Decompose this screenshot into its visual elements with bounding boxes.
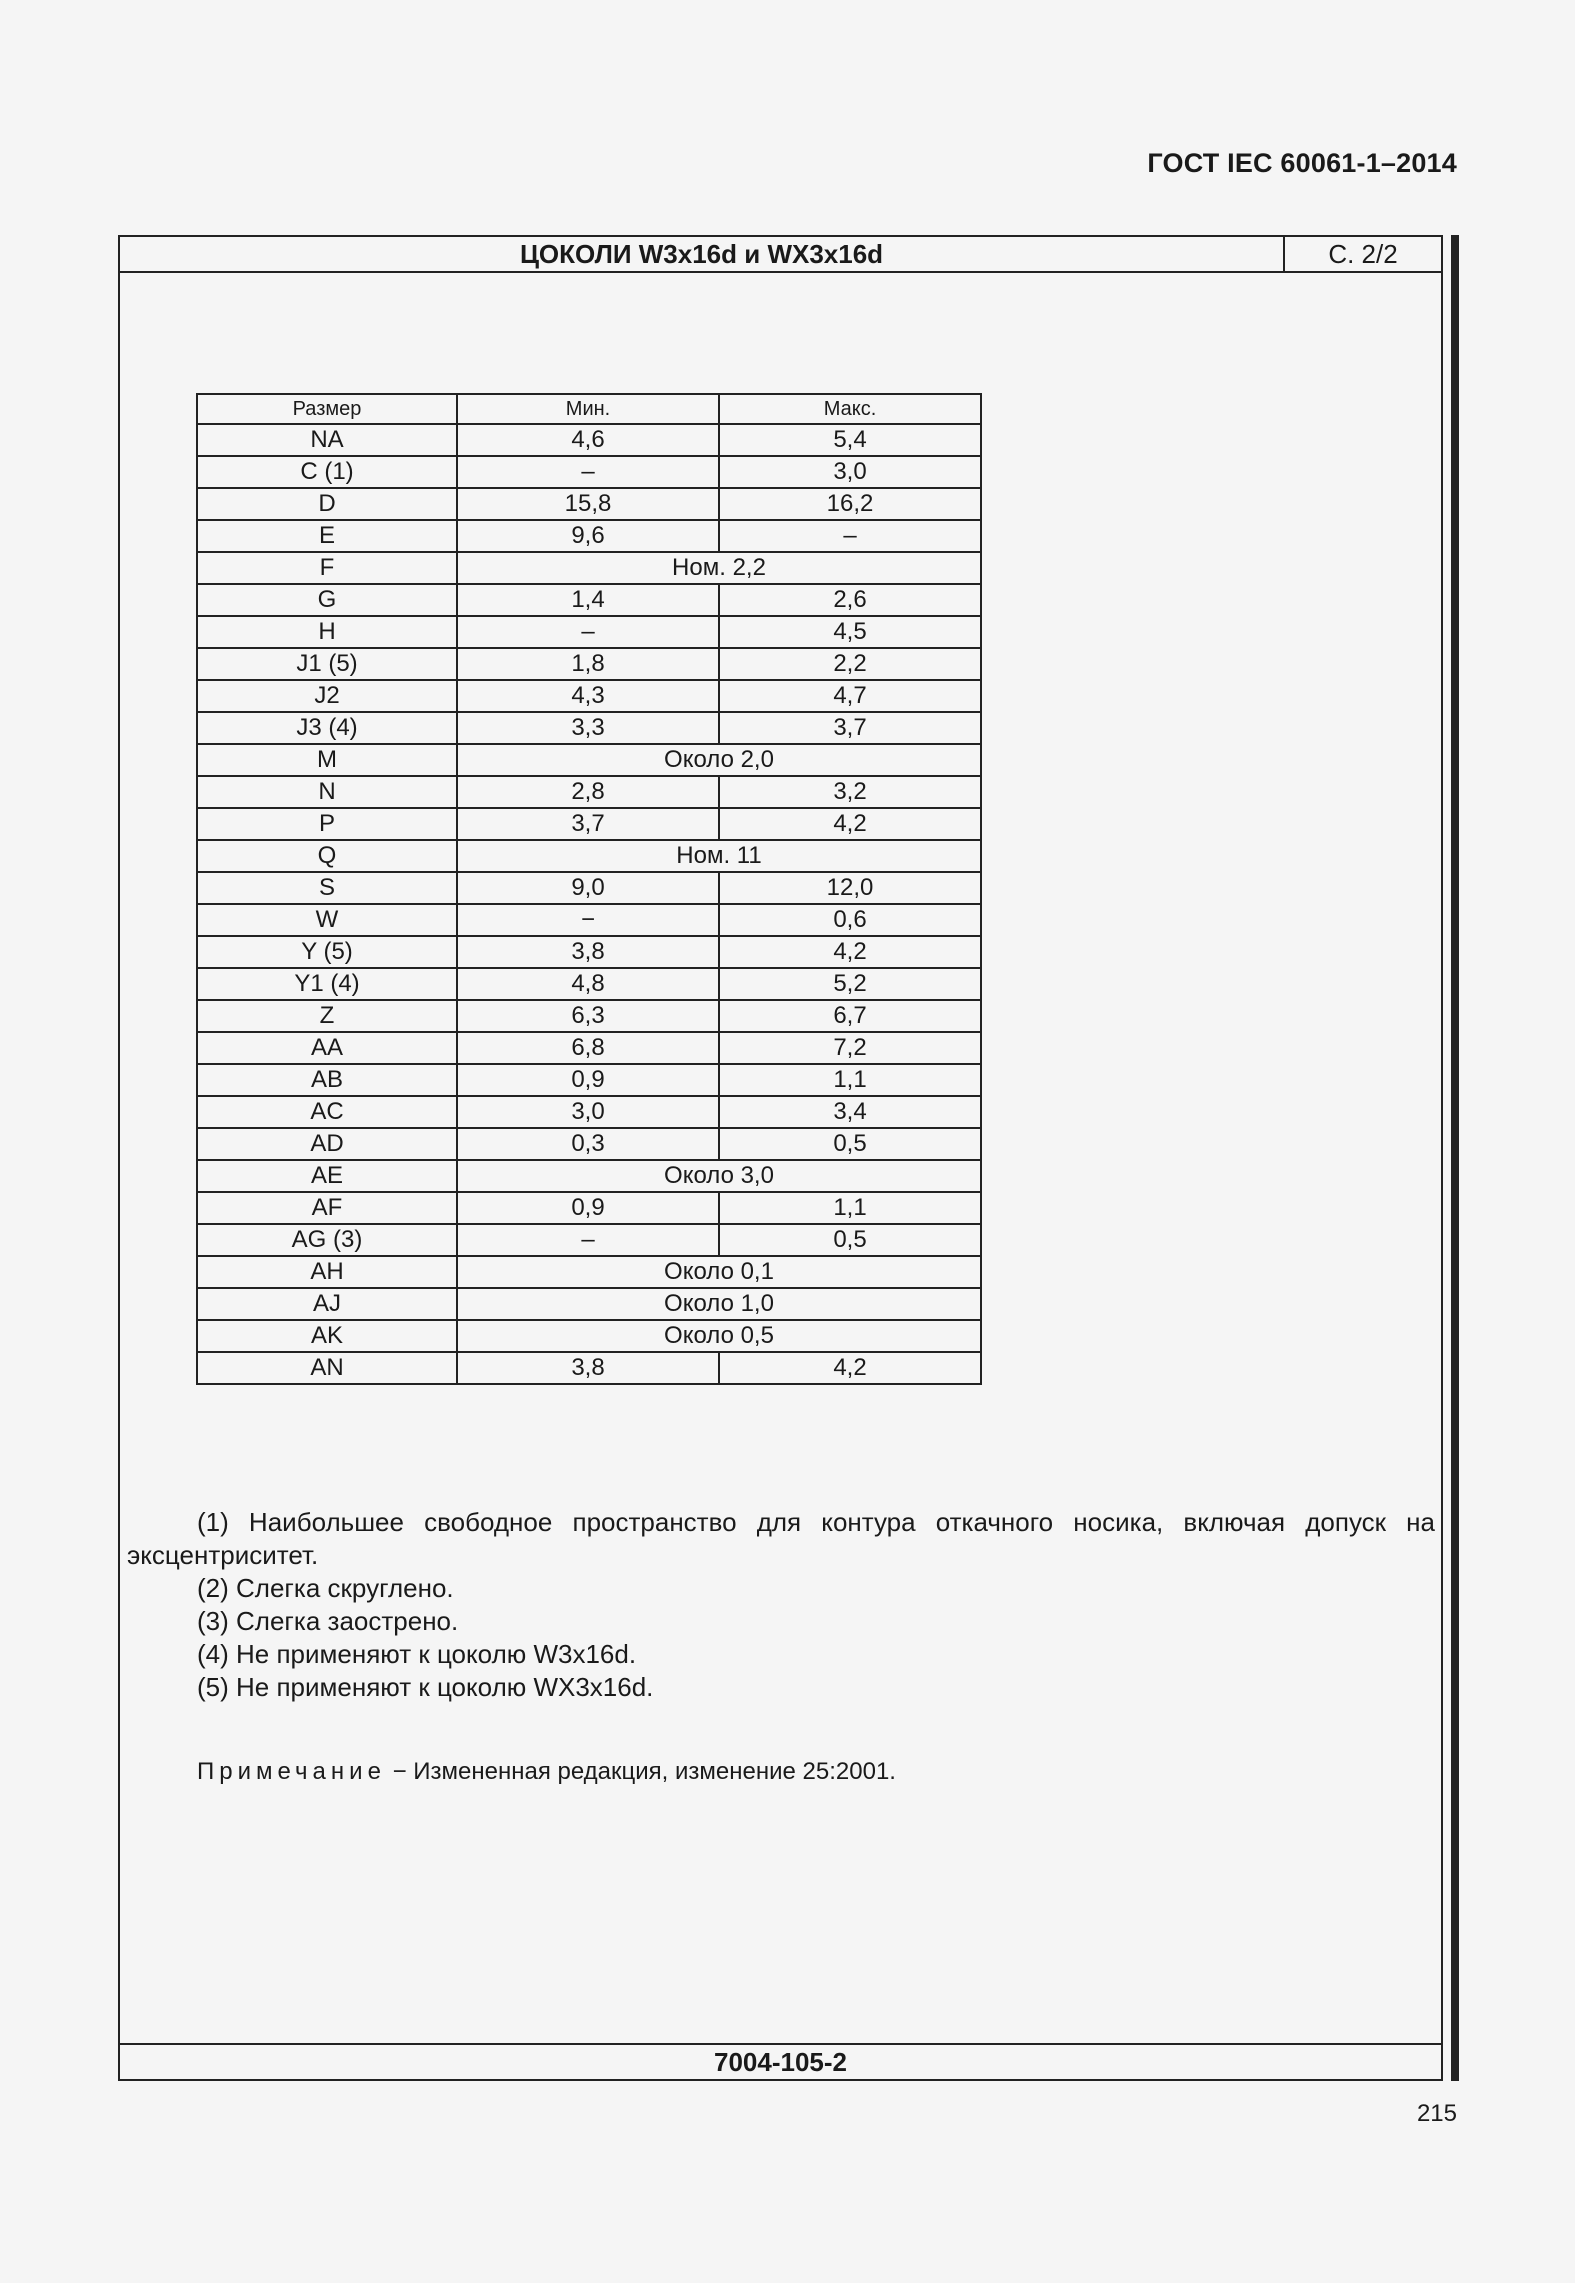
table-row	[197, 744, 981, 776]
max-cell: 0,5	[719, 1128, 981, 1160]
size-cell: P	[197, 808, 457, 840]
footnote-1: (1) Наибольшее свободное пространство для контура откачного носика, включая допуск на эксцентриситет.	[127, 1507, 1435, 1570]
max-cell: 4,2	[719, 936, 981, 968]
table-row	[197, 456, 981, 488]
min-cell: 3,3	[457, 712, 719, 744]
max-cell: 5,2	[719, 968, 981, 1000]
remark	[197, 1758, 896, 1786]
table-row	[197, 776, 981, 808]
max-cell: 1,1	[719, 1064, 981, 1096]
size-cell: AC	[197, 1096, 457, 1128]
merged-value-cell: Около 0,1	[457, 1256, 981, 1288]
size-cell: AN	[197, 1352, 457, 1384]
page-number: 215	[1416, 2100, 1457, 2127]
table-row	[197, 1000, 981, 1032]
remark-text: − Измененная редакция, изменение 25:2001.	[385, 1758, 896, 1785]
min-cell: 3,0	[457, 1096, 719, 1128]
max-cell: 16,2	[719, 488, 981, 520]
dimensions-table	[196, 393, 982, 1385]
size-cell: C (1)	[197, 456, 457, 488]
table-row	[197, 872, 981, 904]
table-row	[197, 488, 981, 520]
merged-value-cell: Ном. 11	[457, 840, 981, 872]
min-cell: –	[457, 616, 719, 648]
max-cell: 3,7	[719, 712, 981, 744]
max-cell: 1,1	[719, 1192, 981, 1224]
max-cell: –	[719, 520, 981, 552]
size-cell: NA	[197, 424, 457, 456]
sheet-header	[120, 237, 1441, 273]
size-cell: M	[197, 744, 457, 776]
min-cell: 2,8	[457, 776, 719, 808]
size-cell: W	[197, 904, 457, 936]
max-cell: 5,4	[719, 424, 981, 456]
table-row	[197, 1128, 981, 1160]
min-cell: 9,0	[457, 872, 719, 904]
remark-label: Примечание	[197, 1758, 386, 1785]
table-row	[197, 1032, 981, 1064]
min-cell: 0,9	[457, 1192, 719, 1224]
sheet-number: С. 2/2	[1328, 239, 1398, 269]
size-cell: Z	[197, 1000, 457, 1032]
size-cell: J2	[197, 680, 457, 712]
sheet-code: 7004-105-2	[714, 2047, 847, 2077]
table-row	[197, 1160, 981, 1192]
size-cell: AJ	[197, 1288, 457, 1320]
min-cell: 3,7	[457, 808, 719, 840]
table-row	[197, 1224, 981, 1256]
table-row	[197, 552, 981, 584]
min-cell: 15,8	[457, 488, 719, 520]
size-cell: S	[197, 872, 457, 904]
table-row	[197, 840, 981, 872]
size-cell: AK	[197, 1320, 457, 1352]
max-cell: 2,2	[719, 648, 981, 680]
size-cell: AH	[197, 1256, 457, 1288]
min-cell: 3,8	[457, 936, 719, 968]
table-row	[197, 1096, 981, 1128]
size-cell: AE	[197, 1160, 457, 1192]
size-cell: AG (3)	[197, 1224, 457, 1256]
table-row	[197, 968, 981, 1000]
min-cell: –	[457, 1224, 719, 1256]
min-cell: −	[457, 904, 719, 936]
max-cell: 6,7	[719, 1000, 981, 1032]
merged-value-cell: Около 2,0	[457, 744, 981, 776]
max-cell: 3,4	[719, 1096, 981, 1128]
table-row	[197, 712, 981, 744]
max-cell: 7,2	[719, 1032, 981, 1064]
table-row	[197, 808, 981, 840]
table-row	[197, 648, 981, 680]
column-header-size: Размер	[197, 394, 457, 424]
max-cell: 12,0	[719, 872, 981, 904]
table-row	[197, 424, 981, 456]
size-cell: F	[197, 552, 457, 584]
size-cell: Y1 (4)	[197, 968, 457, 1000]
size-cell: AF	[197, 1192, 457, 1224]
table-row	[197, 936, 981, 968]
min-cell: 0,3	[457, 1128, 719, 1160]
column-header-min: Мин.	[457, 394, 719, 424]
size-cell: Q	[197, 840, 457, 872]
footnote-2: (2) Слегка скруглено.	[197, 1573, 454, 1603]
table-row	[197, 1256, 981, 1288]
size-cell: E	[197, 520, 457, 552]
merged-value-cell: Ном. 2,2	[457, 552, 981, 584]
min-cell: 6,8	[457, 1032, 719, 1064]
sheet-title: ЦОКОЛИ W3x16d и WX3x16d	[519, 239, 884, 269]
min-cell: –	[457, 456, 719, 488]
max-cell: 4,7	[719, 680, 981, 712]
frame-edge-bar	[1451, 235, 1459, 2081]
size-cell: AB	[197, 1064, 457, 1096]
size-cell: G	[197, 584, 457, 616]
max-cell: 3,2	[719, 776, 981, 808]
table-row	[197, 520, 981, 552]
min-cell: 6,3	[457, 1000, 719, 1032]
table-header-row	[197, 394, 981, 424]
max-cell: 0,5	[719, 1224, 981, 1256]
standard-code: ГОСТ IEC 60061-1–2014	[1147, 148, 1457, 178]
max-cell: 4,5	[719, 616, 981, 648]
table-row	[197, 1192, 981, 1224]
max-cell: 2,6	[719, 584, 981, 616]
max-cell: 0,6	[719, 904, 981, 936]
size-cell: H	[197, 616, 457, 648]
max-cell: 4,2	[719, 1352, 981, 1384]
size-cell: J1 (5)	[197, 648, 457, 680]
min-cell: 4,6	[457, 424, 719, 456]
min-cell: 1,4	[457, 584, 719, 616]
size-cell: AD	[197, 1128, 457, 1160]
table-row	[197, 1064, 981, 1096]
footnote-4: (4) Не применяют к цоколю W3x16d.	[197, 1639, 637, 1669]
merged-value-cell: Около 3,0	[457, 1160, 981, 1192]
merged-value-cell: Около 0,5	[457, 1320, 981, 1352]
footnote-5: (5) Не применяют к цоколю WX3x16d.	[197, 1672, 654, 1702]
table-row	[197, 1352, 981, 1384]
footnote-3: (3) Слегка заострено.	[197, 1606, 459, 1636]
table-row	[197, 1320, 981, 1352]
merged-value-cell: Около 1,0	[457, 1288, 981, 1320]
table-row	[197, 904, 981, 936]
max-cell: 4,2	[719, 808, 981, 840]
table-body	[197, 424, 981, 1384]
size-cell: AA	[197, 1032, 457, 1064]
table-row	[197, 584, 981, 616]
size-cell: J3 (4)	[197, 712, 457, 744]
size-cell: Y (5)	[197, 936, 457, 968]
max-cell: 3,0	[719, 456, 981, 488]
min-cell: 3,8	[457, 1352, 719, 1384]
min-cell: 4,8	[457, 968, 719, 1000]
min-cell: 0,9	[457, 1064, 719, 1096]
min-cell: 9,6	[457, 520, 719, 552]
min-cell: 1,8	[457, 648, 719, 680]
min-cell: 4,3	[457, 680, 719, 712]
sheet-footer	[120, 2043, 1441, 2079]
table-row	[197, 1288, 981, 1320]
table-row	[197, 616, 981, 648]
footnotes	[127, 1506, 1435, 1704]
size-cell: N	[197, 776, 457, 808]
table-row	[197, 680, 981, 712]
column-header-max: Макс.	[719, 394, 981, 424]
size-cell: D	[197, 488, 457, 520]
